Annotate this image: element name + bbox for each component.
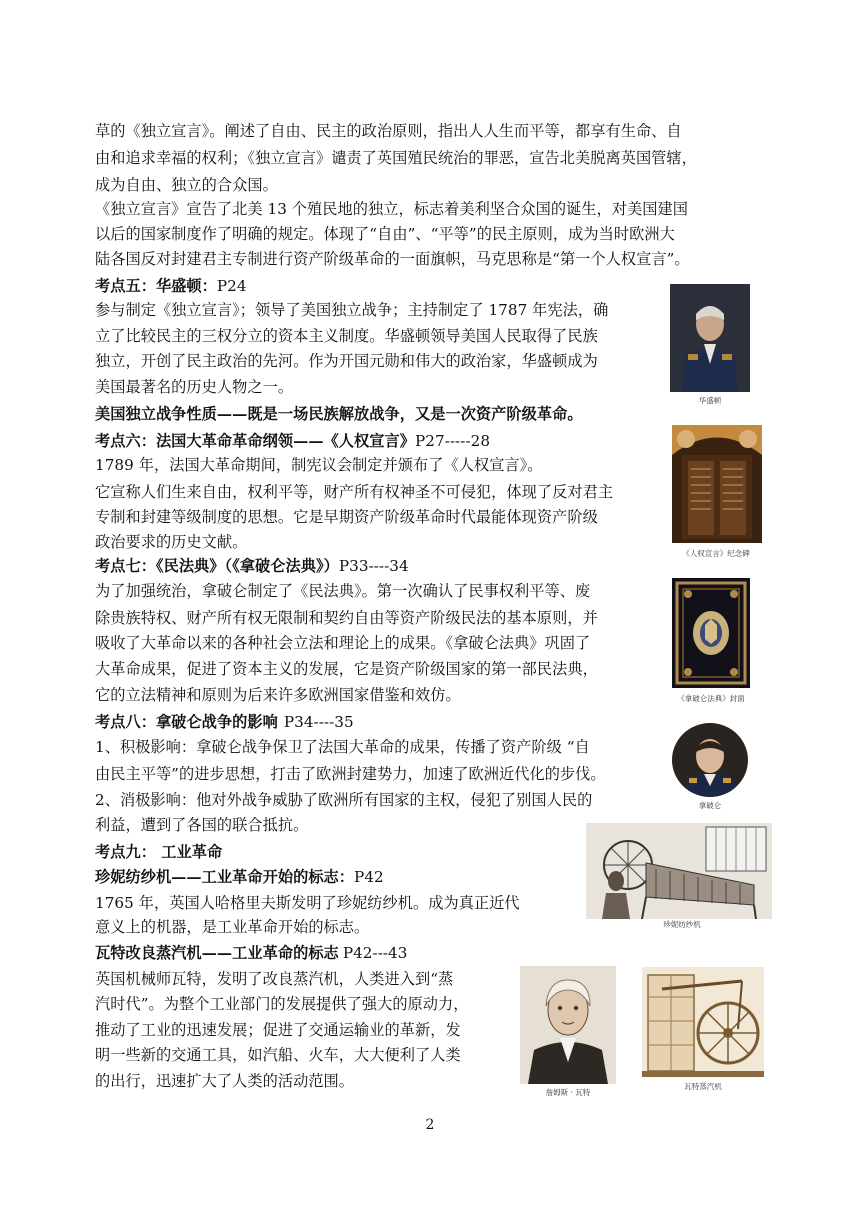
text-line: 1789 年，法国大革命期间，制宪议会制定并颁布了《人权宣言》。 <box>95 456 543 474</box>
heading-label: 考点六：法国大革命革命纲领——《人权宣言》 <box>95 432 415 450</box>
text-line: 1765 年，英国人哈格里夫斯发明了珍妮纺纱机。成为真正近代 <box>95 894 520 912</box>
napoleon-portrait <box>671 722 749 798</box>
text-line: 汽时代”。为整个工业部门的发展提供了强大的原动力， <box>95 995 469 1013</box>
page-ref: P42 <box>354 868 384 886</box>
page-ref: P24 <box>216 277 247 295</box>
section-heading <box>95 712 354 732</box>
text-line: 它的立法精神和原则为后来许多欧洲国家借鉴和效仿。 <box>95 686 461 704</box>
subsection-heading <box>95 943 407 963</box>
section-heading: 考点九： 工业革命 <box>95 843 223 861</box>
page-number: 2 <box>425 1117 435 1133</box>
figure-caption: 瓦特蒸汽机 <box>684 1082 722 1091</box>
subsection-heading <box>95 867 384 887</box>
heading-label: 珍妮纺纱机——工业革命开始的标志： <box>95 868 355 886</box>
text-line: 英国机械师瓦特，发明了改良蒸汽机，人类进入到“蒸 <box>95 970 454 988</box>
bold-statement: 美国独立战争性质——既是一场民族解放战争，又是一次资产阶级革命。 <box>95 405 583 423</box>
spinning-jenny-image <box>586 823 772 919</box>
figure-caption: 《拿破仑法典》封面 <box>677 694 745 703</box>
text-line: 草的《独立宣言》。阐述了自由、民主的政治原则，指出人人生而平等，都享有生命、自 <box>95 122 682 140</box>
washington-portrait <box>670 284 750 392</box>
text-line: 政治要求的历史文献。 <box>95 533 248 551</box>
text-line: 独立，开创了民主政治的先河。作为开国元勋和伟大的政治家，华盛顿成为 <box>95 352 598 370</box>
page-ref: P34----35 <box>283 713 354 731</box>
text-line: 明一些新的交通工具，如汽船、火车，大大便利了人类 <box>95 1046 461 1064</box>
page-ref: P33----34 <box>338 557 409 575</box>
text-line: 意义上的机器，是工业革命开始的标志。 <box>95 918 370 936</box>
heading-label: 考点八：拿破仑战争的影响 <box>95 713 278 731</box>
text-line: 陆各国反对封建君主专制进行资产阶级革命的一面旗帜，马克思称是“第一个人权宣言”。 <box>95 250 690 268</box>
text-line: 大革命成果，促进了资本主义的发展，它是资产阶级国家的第一部民法典， <box>95 660 598 678</box>
page-ref: P27-----28 <box>415 432 491 450</box>
text-line: 立了比较民主的三权分立的资本主义制度。华盛顿领导美国人民取得了民族 <box>95 327 598 345</box>
text-line: 推动了工业的迅速发展；促进了交通运输业的革新，发 <box>95 1021 461 1039</box>
text-line: 2、消极影响：他对外战争威胁了欧洲所有国家的主权，侵犯了别国人民的 <box>95 791 593 809</box>
section-heading <box>95 556 409 576</box>
figure-caption: 拿破仑 <box>698 801 722 810</box>
section-heading <box>95 276 247 296</box>
text-line: 参与制定《独立宣言》；领导了美国独立战争；主持制定了 1787 年宪法，确 <box>95 301 609 319</box>
text-line: 由民主平等”的进步思想，打击了欧洲封建势力，加速了欧洲近代化的步伐。 <box>95 765 606 783</box>
text-line: 成为自由、独立的合众国。 <box>95 176 278 194</box>
heading-label: 考点五：华盛顿： <box>95 277 217 295</box>
text-line: 的出行，迅速扩大了人类的活动范围。 <box>95 1072 355 1090</box>
napoleonic-code-cover-image <box>672 578 750 688</box>
heading-label: 考点七：《民法典》（《拿破仑法典》） <box>95 557 339 575</box>
figure-caption: 珍妮纺纱机 <box>663 920 701 929</box>
james-watt-portrait <box>520 966 616 1084</box>
text-line: 《独立宣言》宣告了北美 13 个殖民地的独立，标志着美利坚合众国的诞生，对美国建国 <box>95 200 688 218</box>
text-line: 1、积极影响：拿破仑战争保卫了法国大革命的成果，传播了资产阶级 “自 <box>95 738 590 756</box>
text-line: 吸收了大革命以来的各种社会立法和理论上的成果。《拿破仑法典》巩固了 <box>95 634 591 652</box>
text-line: 利益，遭到了各国的联合抵抗。 <box>95 816 309 834</box>
section-heading <box>95 431 490 451</box>
text-line: 美国最著名的历史人物之一。 <box>95 378 294 396</box>
text-line: 它宣称人们生来自由，权利平等，财产所有权神圣不可侵犯，体现了反对君主 <box>95 483 614 501</box>
page-ref: P42---43 <box>342 944 408 962</box>
text-line: 专制和封建等级制度的思想。它是早期资产阶级革命时代最能体现资产阶级 <box>95 508 598 526</box>
watt-steam-engine-image <box>642 967 764 1077</box>
heading-label: 瓦特改良蒸汽机——工业革命的标志 <box>95 944 339 962</box>
text-line: 除贵族特权、财产所有权无限制和契约自由等资产阶级民法的基本原则，并 <box>95 609 598 627</box>
text-line: 以后的国家制度作了明确的规定。体现了“自由”、“平等”的民主原则，成为当时欧洲大 <box>95 225 675 243</box>
figure-caption: 华盛顿 <box>698 396 722 405</box>
figure-caption: 《人权宣言》纪念碑 <box>682 549 750 558</box>
text-line: 为了加强统治，拿破仑制定了《民法典》。第一次确认了民事权利平等、废 <box>95 582 591 600</box>
text-line: 由和追求幸福的权利；《独立宣言》谴责了英国殖民统治的罪恶，宣告北美脱离英国管辖， <box>95 149 697 167</box>
figure-caption: 詹姆斯 · 瓦特 <box>545 1088 591 1097</box>
declaration-monument-image <box>672 425 762 543</box>
